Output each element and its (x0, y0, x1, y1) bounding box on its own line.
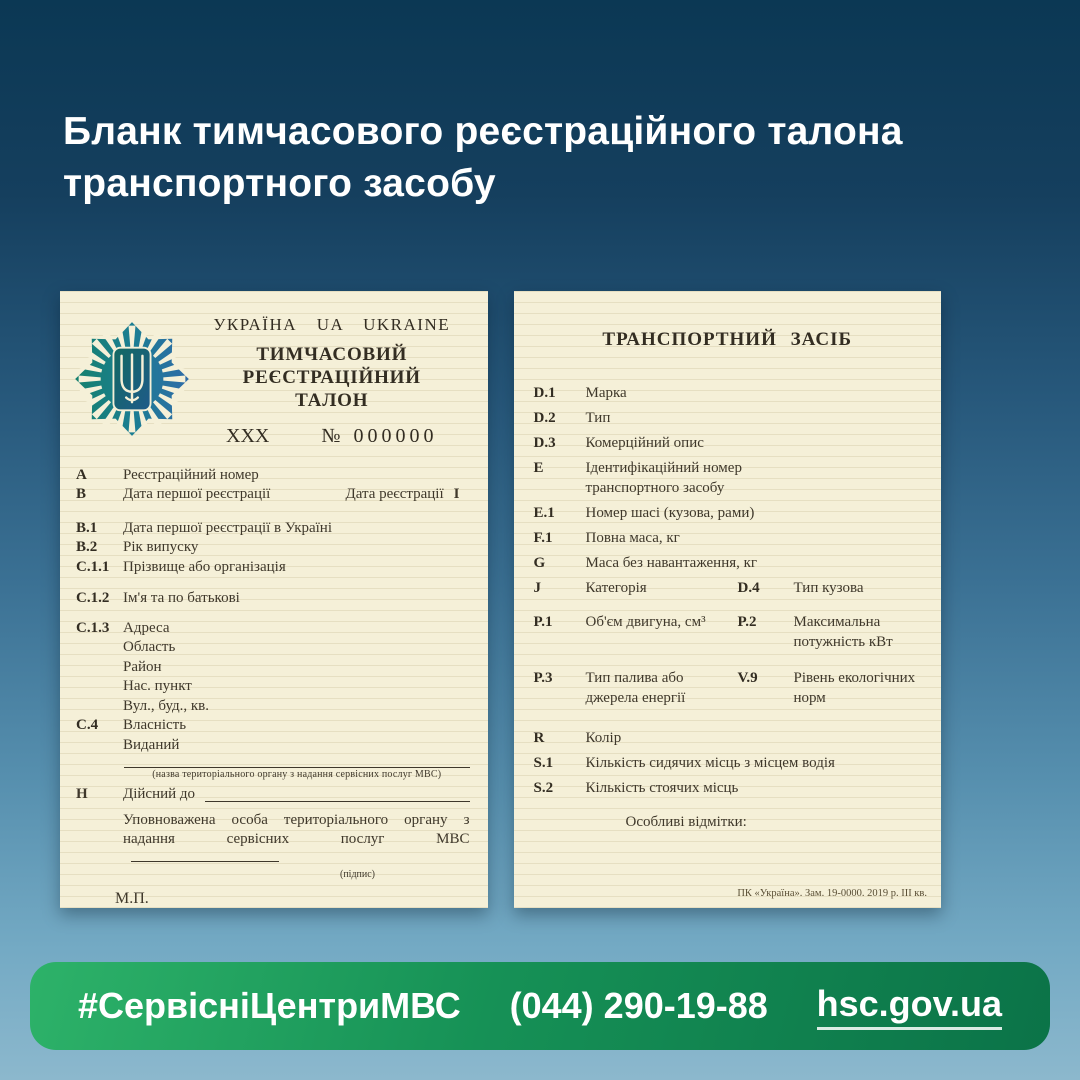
field-label: Рік випуску (123, 539, 199, 556)
document-number: № 000000 (321, 424, 438, 447)
card-front-header (60, 291, 488, 450)
field-code: D.2 (533, 410, 556, 426)
series-number-row (190, 425, 474, 448)
field-code: P.1 (533, 614, 553, 630)
field-code: J (533, 580, 541, 596)
field-code: B (76, 486, 87, 503)
field-code: C.1.2 (76, 590, 110, 607)
field-label: Ідентифікаційний номер транспортного засобу (585, 460, 742, 496)
field-label-secondary: Дата реєстрації І (345, 486, 460, 503)
field-row-j-d4 (534, 578, 924, 598)
field-label: Колір (585, 730, 622, 746)
field-row-f1 (534, 528, 924, 548)
field-row-raion (76, 658, 470, 678)
field-label: Нас. пункт (123, 678, 192, 695)
field-label: Вул., буд., кв. (123, 697, 210, 714)
field-code: P.2 (737, 614, 757, 630)
field-row-c11 (76, 558, 470, 578)
valid-until-writeline (205, 784, 469, 802)
special-notes-label: Особливі відмітки: (625, 814, 747, 830)
field-label: Реєстраційний номер (123, 466, 259, 483)
field-code: B.1 (76, 519, 98, 536)
field-code: C.4 (76, 717, 99, 734)
document-title: ТИМЧАСОВИЙ РЕЄСТРАЦІЙНИЙ ТАЛОН (242, 344, 421, 412)
field-code: D.3 (533, 435, 556, 451)
field-label: Район (123, 658, 162, 675)
field-row-r (534, 728, 924, 748)
field-row-d3 (534, 433, 924, 453)
page-title-line1: Бланк тимчасового реєстраційного талона (63, 110, 903, 153)
footer-site-link[interactable]: hsc.gov.ua (817, 983, 1002, 1030)
field-row-b1 (76, 519, 470, 539)
field-row-b2 (76, 538, 470, 558)
field-label: Максимальна потужність кВт (793, 614, 893, 650)
field-row-p1-p2 (534, 612, 924, 652)
field-label: Область (123, 639, 176, 656)
field-label: Номер шасі (кузова, рами) (585, 505, 755, 521)
field-row-g (534, 553, 924, 573)
field-label: Маса без навантаження, кг (585, 555, 758, 571)
field-row-issued-by (76, 736, 470, 756)
field-code: S.2 (533, 780, 554, 796)
field-code: C.1.1 (76, 558, 110, 575)
field-row-settlement (76, 677, 470, 697)
footer-hashtag: #СервісніЦентриМВС (78, 985, 461, 1026)
field-row-d2 (534, 408, 924, 428)
field-label: Кількість сидячих місць з місцем водія (585, 755, 835, 771)
field-row-street (76, 697, 470, 717)
registration-card-back (514, 291, 942, 908)
authorized-officer-text: Уповноважена особа територіального органу з надання сервісних послуг МВС (123, 812, 470, 848)
vehicle-section-title: ТРАНСПОРТНИЙ ЗАСІБ (602, 329, 853, 350)
field-label: Адреса (123, 619, 170, 636)
field-row-p3-v9 (534, 668, 924, 708)
field-code: B.2 (76, 539, 98, 556)
field-row-c4 (76, 716, 470, 736)
field-label: Власність (123, 717, 187, 734)
field-code: G (533, 555, 546, 571)
field-label: Прізвище або організація (123, 558, 286, 575)
field-label: Дійсний до (123, 786, 196, 803)
field-row-h-valid-until (60, 780, 488, 805)
country-line: УКРАЇНА UA UKRAINE (213, 315, 451, 334)
field-row-c13 (76, 619, 470, 639)
footer-phone: (044) 290-19-88 (509, 985, 768, 1026)
field-label: Комерційний опис (585, 435, 704, 451)
field-label: Тип (585, 410, 611, 426)
field-code: H (76, 786, 88, 803)
footer-bar (30, 962, 1050, 1050)
signature-caption: (підпис) (339, 869, 376, 881)
page-title (63, 106, 963, 210)
field-label: Виданий (123, 736, 180, 753)
page-title-line2: транспортного засобу (63, 161, 496, 205)
field-code: E (533, 460, 544, 476)
field-label: Кількість стоячих місць (585, 780, 739, 796)
card-front-titles (190, 307, 474, 448)
card-back-fields (514, 351, 942, 831)
registration-card-front (60, 291, 488, 908)
field-code: A (76, 466, 87, 483)
field-code: F.1 (533, 530, 553, 546)
field-label: Тип палива або джерела енергії (585, 670, 686, 706)
field-label: Категорія (585, 580, 647, 596)
printer-imprint: ПК «Україна». Зам. 19-0000. 2019 р. ІІІ кв. (737, 888, 927, 899)
card-front-fields (60, 450, 488, 756)
authorized-officer-block (60, 805, 488, 868)
document-cards (60, 291, 941, 908)
field-row-c12 (76, 589, 470, 609)
field-row-s1 (534, 753, 924, 773)
mvs-star-badge-icon (74, 321, 190, 437)
field-code: S.1 (533, 755, 554, 771)
field-label: Дата першої реєстрації (123, 486, 271, 503)
field-code: R (533, 730, 545, 746)
field-row-a (76, 466, 470, 486)
field-code: P.3 (533, 670, 553, 686)
field-row-e (534, 458, 924, 498)
field-row-d1 (534, 383, 924, 403)
field-label: Дата першої реєстрації в Україні (123, 519, 333, 536)
registration-date-mark: І (453, 486, 460, 503)
field-code: D.1 (533, 385, 556, 401)
field-label: Рівень екологічних норм (793, 670, 916, 706)
field-label: Марка (585, 385, 627, 401)
field-row-e1 (534, 503, 924, 523)
field-row-b (76, 485, 470, 505)
issuing-org-writeline (124, 767, 470, 768)
series-placeholder: XXX (226, 424, 270, 447)
field-code: V.9 (737, 670, 758, 686)
field-row-s2 (534, 778, 924, 798)
field-code: E.1 (533, 505, 555, 521)
field-label: Ім'я та по батькові (123, 590, 240, 607)
signature-writeline (131, 849, 279, 862)
field-label: Повна маса, кг (585, 530, 680, 546)
field-code: C.1.3 (76, 619, 110, 636)
stamp-place-label: М.П. (115, 890, 149, 908)
field-label: Об'єм двигуна, см³ (585, 614, 706, 630)
field-label: Тип кузова (793, 580, 864, 596)
field-row-oblast (76, 638, 470, 658)
issuing-org-caption: (назва територіального органу з надання сервісних послуг МВС) (152, 769, 442, 781)
field-code: D.4 (737, 580, 760, 596)
